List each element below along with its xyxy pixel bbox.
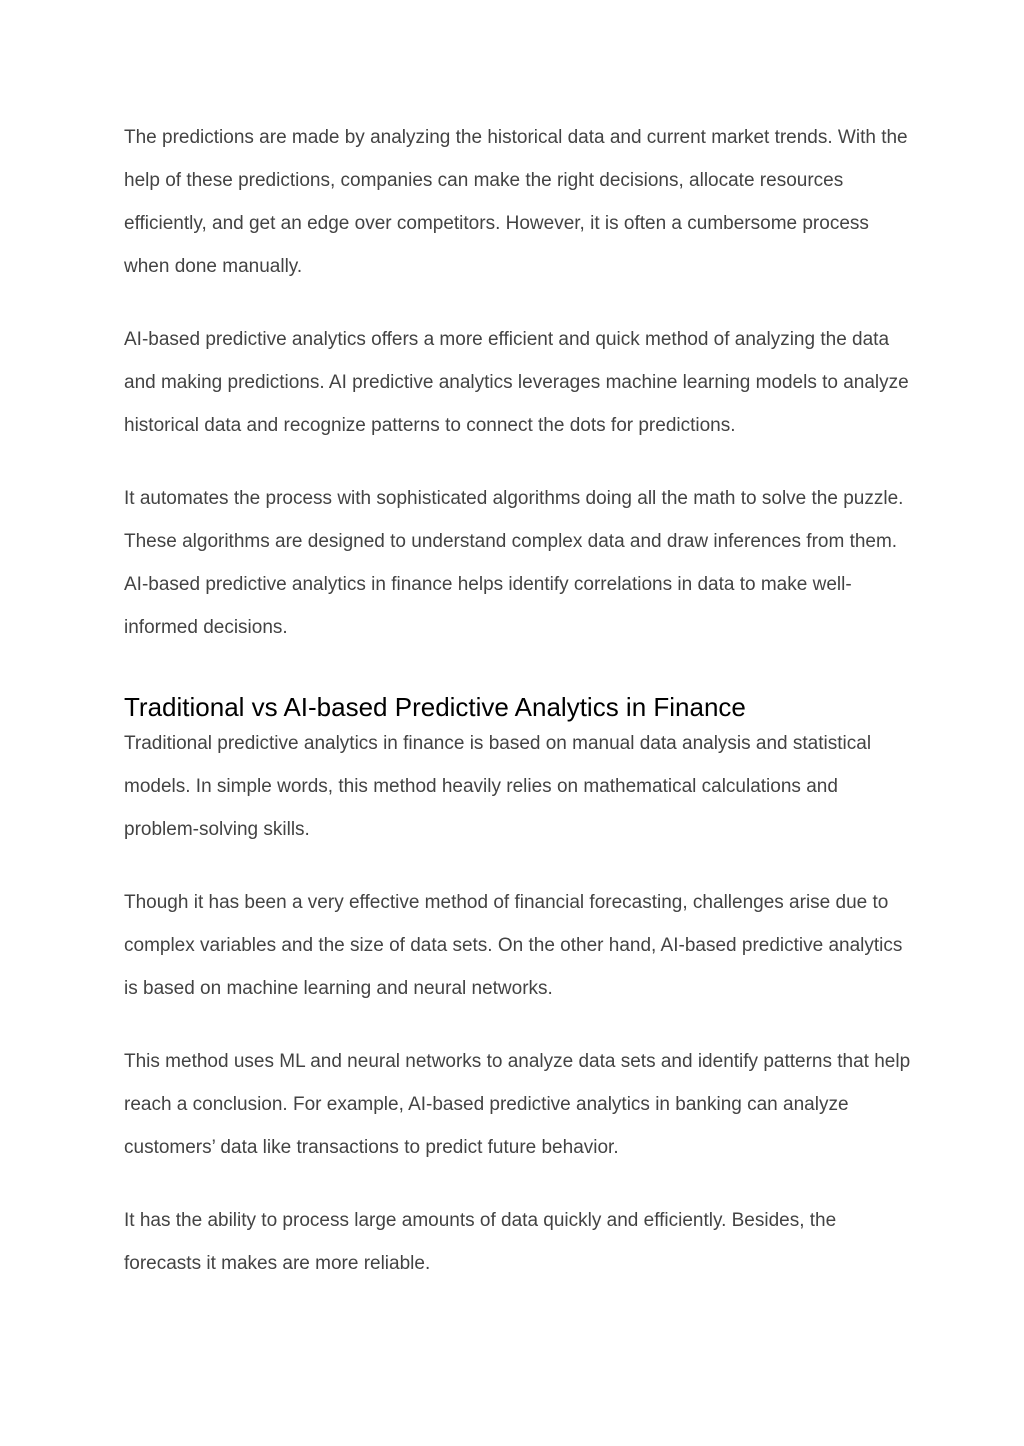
intro-paragraph-2: AI-based predictive analytics offers a more efficient and quick method of analyzing the data and making predictions. AI predictive analytics leverages machine learning models to analyze historical data and recognize patterns to connect the dots for predictions. — [124, 329, 909, 436]
intro-paragraph-1: The predictions are made by analyzing the historical data and current market trends. With the help of these predictions, companies can make the right decisions, allocate resources efficiently, and get an edge over competitors. However, it is often a cumbersome process when done manually. — [124, 127, 908, 277]
section-paragraph-1: Traditional predictive analytics in finance is based on manual data analysis and statistical models. In simple words, this method heavily relies on mathematical calculations and problem-solving skills. — [124, 733, 872, 840]
section-paragraph-3: This method uses ML and neural networks to analyze data sets and identify patterns that help reach a conclusion. For example, AI-based predictive analytics in banking can analyze customers’ data like transactions to predict future behavior. — [124, 1051, 911, 1158]
document-page — [124, 116, 914, 1315]
intro-section — [124, 116, 914, 649]
intro-paragraph-3: It automates the process with sophisticated algorithms doing all the math to solve the puzzle. These algorithms are designed to understand complex data and draw inferences from them. AI-based predictive analytics in finance helps identify correlations in data to make well-informed decisions. — [124, 488, 904, 638]
section-body — [124, 722, 914, 1285]
section-heading: Traditional vs AI-based Predictive Analytics in Finance — [124, 692, 746, 722]
section-paragraph-2: Though it has been a very effective method of financial forecasting, challenges arise due to complex variables and the size of data sets. On the other hand, AI-based predictive analytics is based on machine learning and neural networks. — [124, 892, 903, 999]
section-paragraph-4: It has the ability to process large amounts of data quickly and efficiently. Besides, the forecasts it makes are more reliable. — [124, 1210, 837, 1274]
